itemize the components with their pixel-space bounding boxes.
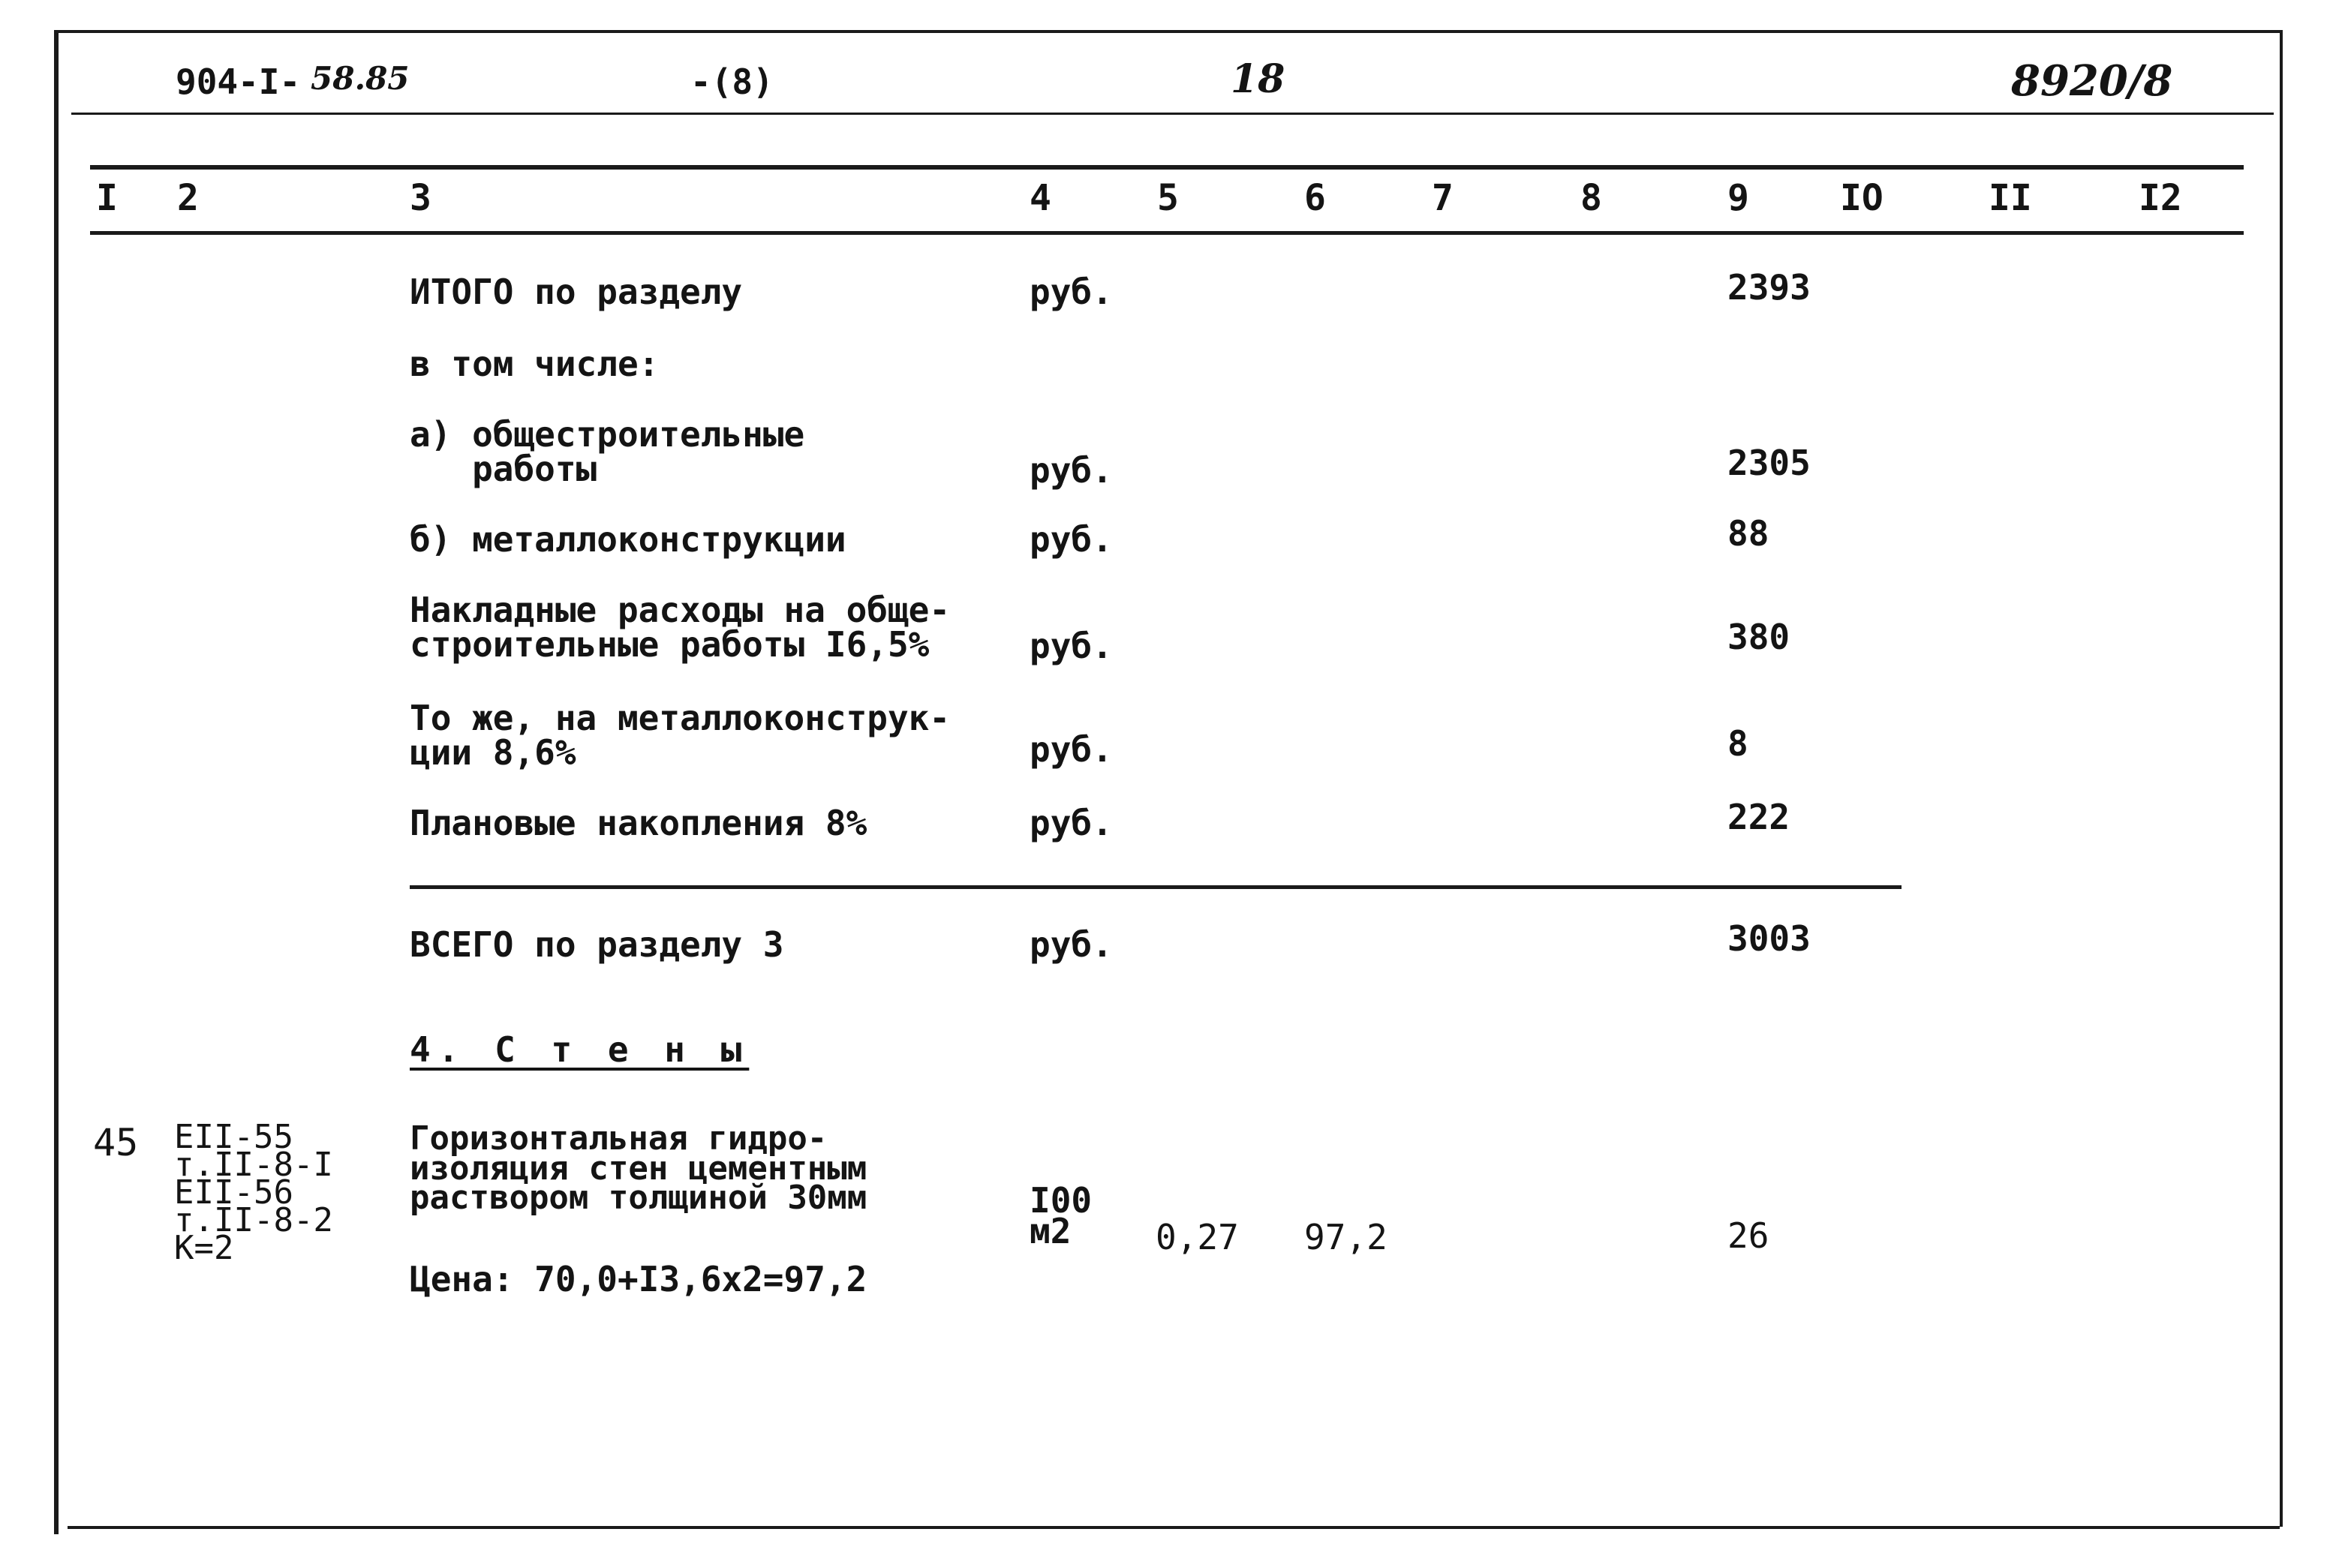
row-a-unit: руб. <box>1030 450 1113 491</box>
subtotal-rule <box>410 885 1902 889</box>
col-header-12: I2 <box>2139 177 2182 219</box>
item45-unit: I00 м2 <box>1030 1180 1093 1252</box>
col-header-6: 6 <box>1304 177 1326 219</box>
col-header-3: 3 <box>410 177 431 219</box>
item45-quantity: 0,27 <box>1156 1217 1239 1257</box>
col-header-8: 8 <box>1580 177 1602 219</box>
vsego-label: ВСЕГО по разделу 3 <box>410 924 784 965</box>
item45-description: Горизонтальная гидро- изоляция стен цементным раствором толщиной 30мм <box>410 1119 867 1218</box>
frame-left-border <box>54 30 59 1534</box>
page-number-handwritten: 18 <box>1231 56 1285 102</box>
nakladnye-total: 380 <box>1727 617 1790 657</box>
vsego-unit: руб. <box>1030 924 1113 965</box>
planovye-label: Плановые накопления 8% <box>410 803 867 843</box>
col-header-10: IO <box>1840 177 1884 219</box>
row-b-unit: руб. <box>1030 519 1113 560</box>
row-a-label: а) общестроительные работы <box>410 414 805 489</box>
frame-bottom-border <box>68 1526 2280 1529</box>
itogo-label: ИТОГО по разделу <box>410 272 743 312</box>
planovye-unit: руб. <box>1030 803 1113 843</box>
col-header-7: 7 <box>1432 177 1454 219</box>
row-a-total: 2305 <box>1727 443 1811 483</box>
frame-top-border <box>54 30 2283 33</box>
col-header-9: 9 <box>1727 177 1749 219</box>
header-rule <box>71 113 2274 115</box>
nakladnye-label: Накладные расходы на обще- строительные работы I6,5% <box>410 590 951 665</box>
col-header-2: 2 <box>177 177 199 219</box>
row-b-label: б) металлоконструкции <box>410 519 846 560</box>
item45-price-note: Цена: 70,0+I3,6х2=97,2 <box>410 1259 867 1299</box>
planovye-total: 222 <box>1727 797 1790 837</box>
col-header-5: 5 <box>1157 177 1179 219</box>
frame-right-border <box>2280 30 2283 1527</box>
doc-code: 904-I- <box>176 62 301 102</box>
col-header-1: I <box>96 177 118 219</box>
table-top-rule <box>90 165 2244 170</box>
to-zhe-label: То же, на металлоконструк- ции 8,6% <box>410 698 951 773</box>
col-header-11: II <box>1989 177 2032 219</box>
doc-code-handwritten: 58.85 <box>311 60 410 97</box>
section-mark: -(8) <box>690 62 774 102</box>
item45-unit-price: 97,2 <box>1304 1217 1387 1257</box>
col-header-4: 4 <box>1030 177 1051 219</box>
item45-codes: ЕII-55 т.II-8-I ЕII-56 т.II-8-2 К=2 <box>174 1118 333 1267</box>
item45-total: 26 <box>1727 1215 1769 1256</box>
item45-number: 45 <box>93 1121 139 1164</box>
nakladnye-unit: руб. <box>1030 626 1113 666</box>
to-zhe-unit: руб. <box>1030 729 1113 770</box>
vsego-total: 3003 <box>1727 918 1811 959</box>
row-b-total: 88 <box>1727 513 1769 554</box>
itogo-unit: руб. <box>1030 272 1113 312</box>
to-zhe-total: 8 <box>1727 723 1748 764</box>
itogo-total: 2393 <box>1727 267 1811 308</box>
v-tom-chisle-label: в том числе: <box>410 344 660 384</box>
table-header-rule <box>90 231 2244 235</box>
section4-title: 4. С т е н ы <box>410 1029 750 1070</box>
sheet-number-handwritten: 8920/8 <box>2011 56 2173 106</box>
